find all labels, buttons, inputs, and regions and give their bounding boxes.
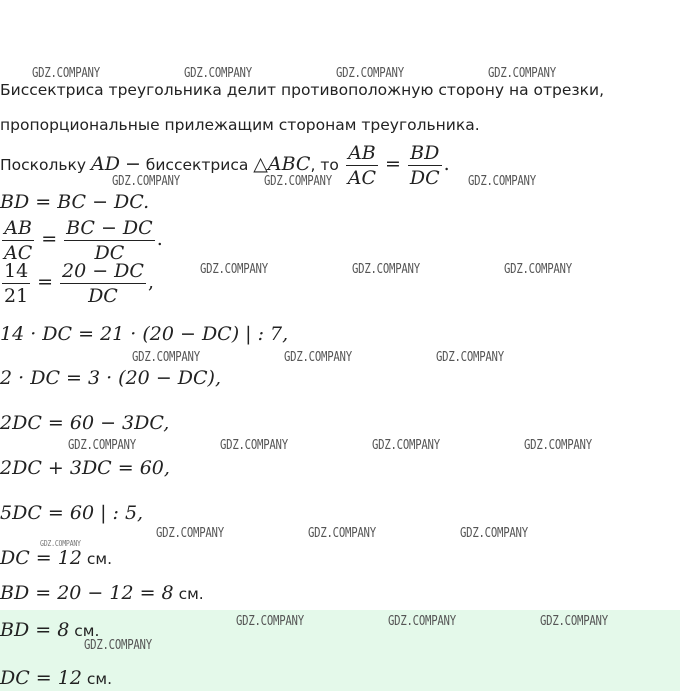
step-8: 2DC + 3DC = 60, [0, 457, 170, 479]
step-5: 14 · DC = 21 · (20 − DC) | : 7, [0, 323, 289, 345]
watermark: GDZ.COMPANY [112, 174, 180, 189]
step-1-text: Поскольку [0, 156, 87, 174]
step-1-to: , то [310, 156, 339, 174]
step-4-end: , [147, 271, 154, 293]
step-1-triangle: △ABC [253, 153, 311, 175]
step-6: 2 · DC = 3 · (20 − DC), [0, 367, 221, 389]
watermark: GDZ.COMPANY [336, 66, 404, 81]
step-3 [0, 216, 163, 265]
watermark: GDZ.COMPANY [540, 614, 608, 629]
answer-dc-math: DC = 12 [0, 667, 82, 689]
answer-dc [0, 666, 112, 691]
fraction-numerator: AB [2, 216, 34, 241]
watermark: GDZ.COMPANY [132, 350, 200, 365]
fraction-14-21 [2, 259, 30, 308]
watermark: GDZ.COMPANY [352, 262, 420, 277]
watermark: GDZ.COMPANY [284, 350, 352, 365]
equals-sign: = [41, 228, 58, 250]
watermark: GDZ.COMPANY [372, 438, 440, 453]
watermark: GDZ.COMPANY [460, 526, 528, 541]
step-7: 2DC = 60 − 3DC, [0, 412, 170, 434]
fraction-denominator: 21 [4, 285, 29, 307]
fraction-numerator: 20 − DC [61, 260, 144, 282]
answer-dc-unit: см. [81, 670, 113, 688]
step-10-unit: см. [81, 550, 113, 568]
fraction-numerator: BD [408, 141, 442, 166]
fraction-denominator: DC [409, 167, 440, 189]
fraction-numerator: 14 [4, 260, 29, 282]
watermark: GDZ.COMPANY [40, 539, 81, 548]
step-11-unit: см. [173, 585, 204, 603]
fraction-numerator: AB [346, 141, 378, 166]
watermark: GDZ.COMPANY [184, 66, 252, 81]
step-11-math: BD = 20 − 12 = 8 [0, 582, 174, 604]
fraction-denominator: DC [88, 285, 118, 307]
fraction-ab-ac [346, 141, 378, 190]
fraction-20-minus-dc [60, 259, 146, 308]
watermark: GDZ.COMPANY [468, 174, 536, 189]
watermark: GDZ.COMPANY [68, 438, 136, 453]
step-1-word: биссектриса [145, 156, 249, 174]
intro-line-2: пропорциональные прилежащим сторонам треугольника. [0, 116, 480, 134]
step-10-math: DC = 12 [0, 547, 82, 569]
watermark: GDZ.COMPANY [524, 438, 592, 453]
fraction-denominator: AC [347, 167, 377, 189]
fraction-denominator: AC [4, 242, 33, 264]
fraction-numerator: BC − DC [66, 217, 153, 239]
watermark: GDZ.COMPANY [84, 638, 152, 653]
watermark: GDZ.COMPANY [156, 526, 224, 541]
answer-bd-unit: см. [69, 622, 100, 640]
equals-sign: = [37, 271, 54, 293]
watermark: GDZ.COMPANY [488, 66, 556, 81]
watermark: GDZ.COMPANY [200, 262, 268, 277]
watermark: GDZ.COMPANY [236, 614, 304, 629]
watermark: GDZ.COMPANY [308, 526, 376, 541]
fraction-bd-dc [408, 141, 442, 190]
watermark: GDZ.COMPANY [436, 350, 504, 365]
step-4 [0, 259, 154, 308]
step-11 [0, 581, 204, 606]
step-1-ad: AD [91, 153, 120, 175]
step-10 [0, 546, 112, 571]
step-2: BD = BC − DC. [0, 191, 150, 213]
watermark: GDZ.COMPANY [388, 614, 456, 629]
equals-sign: = [384, 153, 401, 175]
step-1-end: . [443, 153, 450, 175]
watermark: GDZ.COMPANY [264, 174, 332, 189]
intro-line-1: Биссектриса треугольника делит противоположную сторону на отрезки, [0, 81, 605, 99]
answer-bd-math: BD = 8 [0, 619, 70, 641]
step-9: 5DC = 60 | : 5, [0, 502, 144, 524]
step-1-minus: − [124, 153, 141, 175]
step-3-end: . [156, 228, 163, 250]
step-1 [0, 138, 450, 191]
watermark: GDZ.COMPANY [32, 66, 100, 81]
watermark: GDZ.COMPANY [504, 262, 572, 277]
watermark: GDZ.COMPANY [220, 438, 288, 453]
fraction-bc-minus-dc [64, 216, 155, 265]
fraction-ab-ac [2, 216, 34, 265]
fraction-denominator: DC [94, 242, 125, 264]
